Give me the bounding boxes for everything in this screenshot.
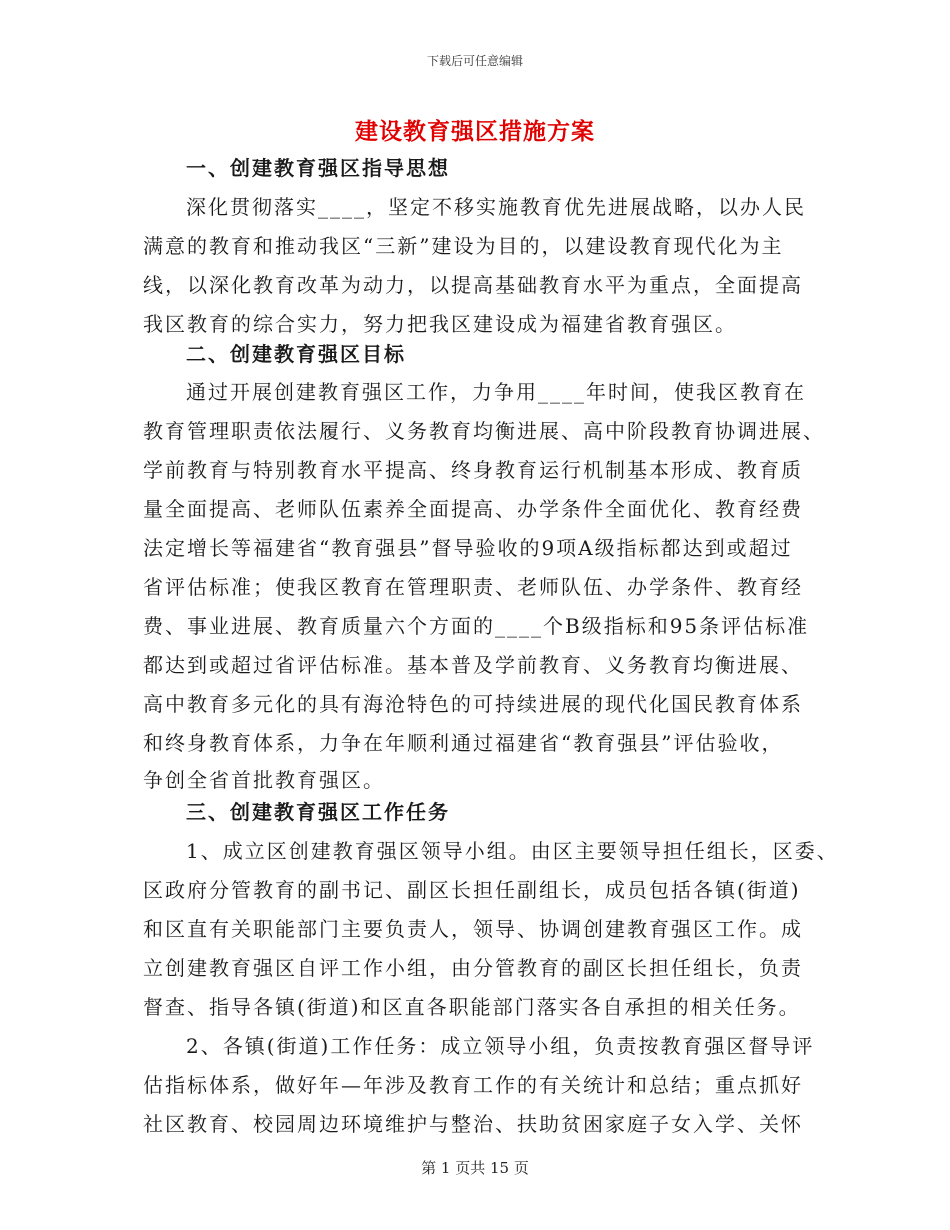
paragraph-line: 督查、指导各镇(街道)和区直各职能部门落实各自承担的相关任务。 bbox=[143, 995, 801, 1019]
paragraph-line: 学前教育与特别教育水平提高、终身教育运行机制基本形成、教育质 bbox=[143, 458, 803, 482]
paragraph-line: 线，以深化教育改革为动力，以提高基础教育水平为重点，全面提高 bbox=[143, 273, 803, 297]
paragraph-line: 满意的教育和推动我区“三新”建设为目的，以建设教育现代化为主 bbox=[143, 234, 784, 258]
paragraph-line: 和区直有关职能部门主要负责人，领导、协调创建教育强区工作。成 bbox=[143, 917, 803, 941]
paragraph-line: 社区教育、校园周边环境维护与整治、扶助贫困家庭子女入学、关怀 bbox=[143, 1112, 803, 1136]
section-heading-2: 二、创建教育强区目标 bbox=[186, 342, 406, 366]
paragraph-line: 我区教育的综合实力，努力把我区建设成为福建省教育强区。 bbox=[143, 312, 737, 336]
paragraph-line: 区政府分管教育的副书记、副区长担任副组长，成员包括各镇(街道) bbox=[143, 878, 801, 902]
paragraph-line: 和终身教育体系，力争在年顺利通过福建省“教育强县”评估验收， bbox=[143, 731, 784, 755]
page-number: 第 1 页共 15 页 bbox=[421, 1159, 529, 1177]
paragraph-line: 高中教育多元化的具有海沧特色的可持续进展的现代化国民教育体系 bbox=[143, 692, 803, 716]
paragraph-line: 都达到或超过省评估标准。基本普及学前教育、义务教育均衡进展、 bbox=[143, 653, 803, 677]
paragraph-line: 1、成立区创建教育强区领导小组。由区主要领导担任组长，区委、 bbox=[186, 839, 839, 863]
section-heading-3: 三、创建教育强区工作任务 bbox=[186, 800, 450, 824]
paragraph-line: 2、各镇(街道)工作任务：成立领导小组，负责按教育强区督导评 bbox=[186, 1034, 815, 1058]
paragraph-line: 省评估标准；使我区教育在管理职责、老师队伍、办学条件、教育经 bbox=[143, 575, 803, 599]
paragraph-line: 教育管理职责依法履行、义务教育均衡进展、高中阶段教育协调进展、 bbox=[143, 419, 825, 443]
paragraph-line: 通过开展创建教育强区工作，力争用____年时间，使我区教育在 bbox=[186, 380, 806, 404]
paragraph-line: 法定增长等福建省“教育强县”督导验收的9项A级指标都达到或超过 bbox=[143, 536, 793, 560]
paragraph-line: 估指标体系，做好年—年涉及教育工作的有关统计和总结；重点抓好 bbox=[143, 1073, 803, 1097]
document-title: 建设教育强区措施方案 bbox=[355, 118, 595, 145]
section-heading-1: 一、创建教育强区指导思想 bbox=[186, 156, 450, 180]
paragraph-line: 量全面提高、老师队伍素养全面提高、办学条件全面优化、教育经费 bbox=[143, 497, 803, 521]
paragraph-line: 立创建教育强区自评工作小组，由分管教育的副区长担任组长，负责 bbox=[143, 956, 803, 980]
paragraph-line: 深化贯彻落实____，坚定不移实施教育优先进展战略，以办人民 bbox=[186, 195, 806, 219]
paragraph-line: 争创全省首批教育强区。 bbox=[143, 768, 385, 792]
header-note: 下载后可任意编辑 bbox=[426, 54, 523, 68]
paragraph-line: 费、事业进展、教育质量六个方面的____个B级指标和95条评估标准 bbox=[143, 614, 810, 638]
